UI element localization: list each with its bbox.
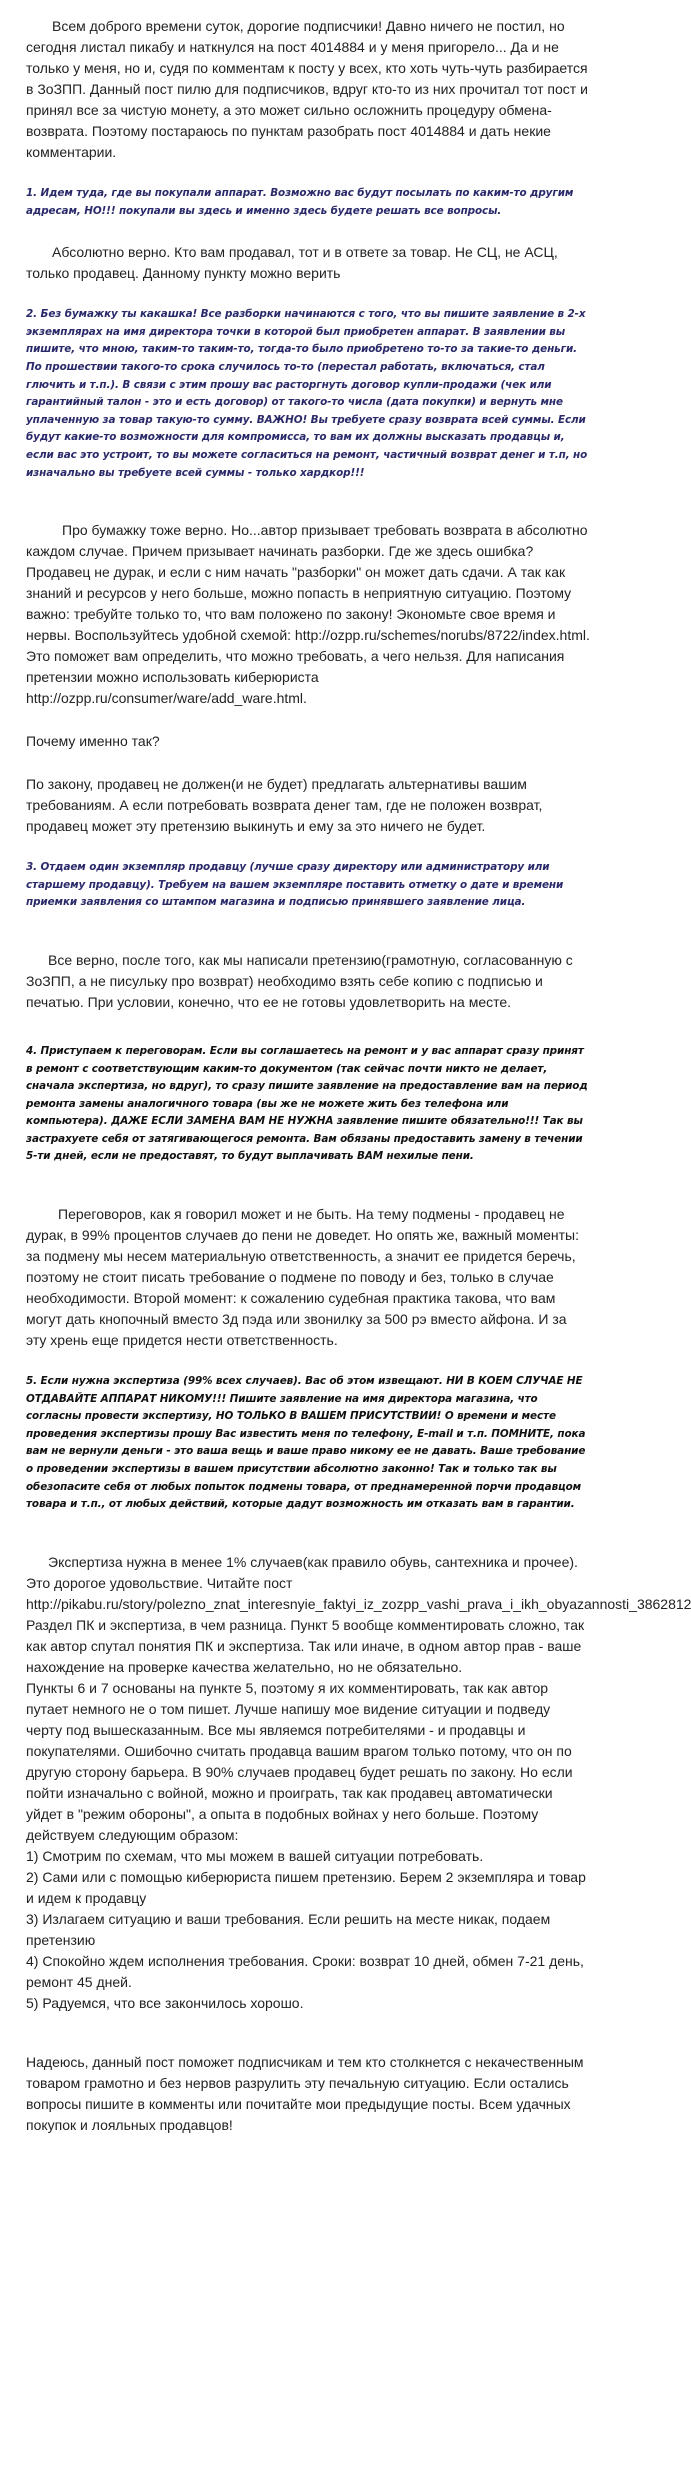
- why-question: Почему именно так?: [26, 733, 160, 750]
- scheme-link[interactable]: http://ozpp.ru/schemes/norubs/8722/index.html.: [294, 627, 590, 644]
- why-answer: По закону, продавец не должен(и не будет) предлагать альтернативы вашим требованиям. А если потребовать возврата денег там, где не положен возврат, продавец может эту претензию выкинуть и ему за это ничего не будет.: [26, 776, 543, 835]
- action-step: 5) Радуемся, что все закончилось хорошо.: [26, 1994, 304, 2011]
- answer-points-6-7: Пункты 6 и 7 основаны на пункте 5, поэтому я их комментировать, так как автор путает немного не о том пишет. Лучше напишу мое видение ситуации и подведу черту под вышесказанным. Все мы являемся потребителями - и продавцы и покупателями. Ошибочно считать продавца вашим врагом только потому, что он по другую сторону барьера. В 90% случаев продавец будет решать по закону. Но если пойти изначально с войной, можно и проиграть, так как продавец автоматически уйдет в "режим обороны", а опыта в подобных войнах у него больше. Поэтому действуем следующим образом:: [26, 1679, 573, 1843]
- quote-point-2: 2. Без бумажку ты какашка! Все разборки начинаются с того, что вы пишите заявление в 2-х экземплярах на имя директора точки в которой был приобретен аппарат. В заявлении вы пишите, что мною, таким-то таким-то, тогда-то было приобретено то-то за такие-то деньги. По прошествии такого-то срока случилось то-то (перестал работать, включаться, стал глючить и т.п.). В связи с этим прошу вас расторгнуть договор купли-продажи (чек или гарантийный талон - это и есть договор) от такого-то числа (дата покупки) и вернуть мне уплаченную за товар такую-то сумму. ВАЖНО! Вы требуете сразу возврата всей суммы. Если будут какие-то возможности для компромисса, то вам их должны высказать продавцы и, если вас это устроит, то вы можете согласиться на ремонт, частичный возврат денег и т.п, но изначально вы требуете всей суммы - только хардкор!!!: [26, 308, 588, 479]
- answer-point-2-cont: Это поможет вам определить, что можно требовать, а чего нельзя. Для написания претензии можно использовать киберюриста: [26, 648, 565, 686]
- action-step: 3) Излагаем ситуацию и ваши требования. Если решить на месте никак, подаем претензию: [26, 1910, 551, 1948]
- answer-point-2: [26, 520, 590, 688]
- action-step: 1) Смотрим по схемам, что мы можем в вашей ситуации потребовать.: [26, 1847, 484, 1864]
- cyberlawyer-link[interactable]: http://ozpp.ru/consumer/ware/add_ware.html.: [26, 690, 307, 707]
- intro-paragraph: Всем доброго времени суток, дорогие подписчики! Давно ничего не постил, но сегодня листал пикабу и наткнулся на пост 4014884 и у меня пригорело... Да и не только у меня, но и, судя по комментам к посту у всех, кто хоть чуть-чуть разбирается в ЗоЗПП. Данный пост пилю для подписчиков, вдруг кто-то из них прочитал тот пост и принял все за чистую монету, а это может сильно осложнить процедуру обмена-возврата. Поэтому постараюсь по пунктам разобрать пост 4014884 и дать некие комментарии.: [26, 18, 588, 160]
- answer-point-2-text: Про бумажку тоже верно. Но...автор призывает требовать возврата в абсолютно каждом случае. Причем призывает начинать разборки. Где же здесь ошибка? Продавец не дурак, и если с ним начать "разборки" он может дать сдачи. А так как знаний и ресурсов у него больше, можно попасть в неприятную ситуацию. Поэтому важно: требуйте только то, что вам положено по закону! Экономьте свое время и нервы. Воспользуйтесь удобной схемой:: [26, 522, 588, 644]
- answer-point-3: Все верно, после того, как мы написали претензию(грамотную, согласованную с ЗоЗПП, а не писульку про возврат) необходимо взять себе копию с подписью и печатью. При условии, конечно, что ее не готовы удовлетворить на месте.: [26, 951, 573, 1010]
- quote-point-1: 1. Идем туда, где вы покупали аппарат. Возможно вас будут посылать по каким-то другим адресам, НО!!! покупали вы здесь и именно здесь будете решать все вопросы.: [26, 187, 574, 217]
- action-steps-list: [26, 1846, 590, 2014]
- pikabu-link[interactable]: http://pikabu.ru/story/polezno_znat_interesnyie_faktyi_iz_zozpp_vashi_prava_i_ikh_obyazannosti_3862812: [26, 1595, 691, 1612]
- answer-point-5-cont: Раздел ПК и экспертиза, в чем разница. Пункт 5 вообще комментировать сложно, так как автор спутал понятия ПК и экспертиза. Так или иначе, в одном автор прав - ваше нахождение на проверке качества желательно, но не обязательно.: [26, 1616, 585, 1675]
- answer-point-1: Абсолютно верно. Кто вам продавал, тот и в ответе за товар. Не СЦ, не АСЦ, только продавец. Данному пункту можно верить: [26, 244, 558, 282]
- outro-paragraph: Надеюсь, данный пост поможет подписчикам и тем кто столкнется с некачественным товаром грамотно и без нервов разрулить эту печальную ситуацию. Если остались вопросы пишите в комменты или почитайте мои предыдущие посты. Всем удачных покупок и лояльных продавцов!: [26, 2053, 584, 2133]
- quote-point-3: 3. Отдаем один экземпляр продавцу (лучше сразу директору или администратору или старшему продавцу). Требуем на вашем экземпляре поставить отметку о дате и времени приемки заявления со штампом магазина и подписью принявшего заявление лица.: [26, 861, 564, 909]
- quote-point-4: 4. Приступаем к переговорам. Если вы соглашаетесь на ремонт и у вас аппарат сразу принят в ремонт с соответствующим каким-то документом (так сейчас почти никто не делает, сначала экспертиза, но вдруг), то сразу пишите заявление на предоставление вам на период ремонта замены аналогичного товара (вы же не можете жить без телефона или компьютера). ДАЖЕ ЕСЛИ ЗАМЕНА ВАМ НЕ НУЖНА заявление пишите обязательно!!! Так вы застрахуете себя от затягивающегося ремонта. Вам обязаны предоставить замену в течении 5-ти дней, если не предоставят, то будут выплачивать ВАМ нехилые пени.: [26, 1044, 588, 1163]
- answer-point-5: Экспертиза нужна в менее 1% случаев(как правило обувь, сантехника и прочее). Это дорогое удовольствие. Читайте пост: [26, 1553, 578, 1591]
- action-step: 4) Спокойно ждем исполнения требования. Сроки: возврат 10 дней, обмен 7-21 день, ремонт 45 дней.: [26, 1952, 584, 1990]
- action-step: 2) Сами или с помощью киберюриста пишем претензию. Берем 2 экземпляра и товар и идем к продавцу: [26, 1868, 586, 1906]
- answer-point-4: Переговоров, как я говорил может и не быть. На тему подмены - продавец не дурак, в 99% процентов случаев до пени не доведет. Но опять же, важный моменты: за подмену мы несем материальную ответственность, а значит ее придется беречь, поэтому не стоит писать требование о подмене по поводу и без, только в случае необходимости. Второй момент: к сожалению судебная практика такова, что вам могут дать кнопочный вместо 3д пэда или звонилку за 500 рэ вместо айфона. И за эту хрень еще придется нести ответственность.: [26, 1206, 580, 1349]
- quote-point-5: 5. Если нужна экспертиза (99% всех случаев). Вас об этом извещают. НИ В КОЕМ СЛУЧАЕ НЕ ОТДАВАЙТЕ АППАРАТ НИКОМУ!!! Пишите заявление на имя директора магазина, что согласны провести экспертизу, НО ТОЛЬКО В ВАШЕМ ПРИСУТСТВИИ! О времени и месте проведения экспертизы прошу Вас известить меня по телефону, E-mail и т.п. ПОМНИТЕ, пока вам не вернули деньги - это ваша вещь и ваше право никому ее не давать. Ваше требование о проведении экспертизы в вашем присутствии абсолютно законно! Так и только так вы обезопасите себя от любых попыток подмены товара, от преднамеренной порчи продавцом товара и т.п., от любых действий, которые дадут возможность им отказать вам в гарантии.: [26, 1375, 586, 1511]
